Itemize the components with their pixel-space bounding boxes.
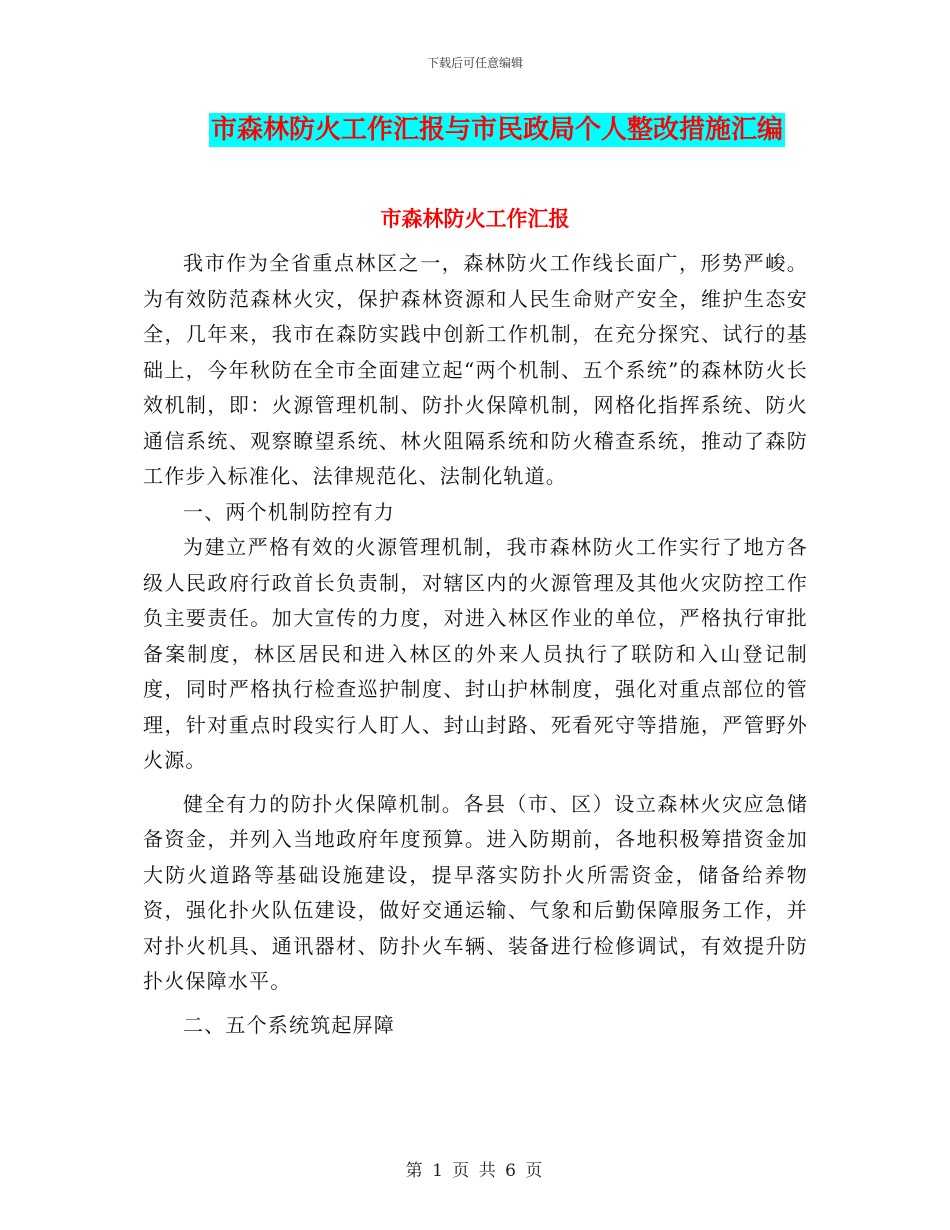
document-body — [143, 246, 808, 1043]
paragraph-firefighting-support: 健全有力的防扑火保障机制。各县（市、区）设立森林火灾应急储备资金，并列入当地政府年度预算。进入防期前，各地积极筹措资金加大防火道路等基础设施建设，提早落实防扑火所需资金，储备给养物资，强化扑火队伍建设，做好交通运输、气象和后勤保障服务工作，并对扑火机具、通讯器材、防扑火车辆、装备进行检修调试，有效提升防扑火保障水平。 — [143, 791, 808, 993]
heading-two-mechanisms: 一、两个机制防控有力 — [183, 499, 395, 524]
document-title: 市森林防火工作汇报与市民政局个人整改措施汇编 — [211, 115, 784, 145]
paragraph-fire-source-management: 为建立严格有效的火源管理机制，我市森林防火工作实行了地方各级人民政府行政首长负责制，对辖区内的火源管理及其他火灾防控工作负主要责任。加大宣传的力度，对进入林区作业的单位，严格执行审批备案制度，林区居民和进入林区的外来人员执行了联防和入山登记制度，同时严格执行检查巡护制度、封山护林制度，强化对重点部位的管理，针对重点时段实行人盯人、封山封路、死看死守等措施，严管野外火源。 — [143, 535, 808, 772]
page-footer: 第 1 页 共 6 页 — [405, 1161, 545, 1181]
page-header-note: 下载后可任意编辑 — [426, 56, 523, 70]
paragraph-intro: 我市作为全省重点林区之一，森林防火工作线长面广，形势严峻。为有效防范森林火灾，保护森林资源和人民生命财产安全，维护生态安全，几年来，我市在森防实践中创新工作机制，在充分探究、试行的基础上，今年秋防在全市全面建立起“两个机制、五个系统”的森林防火长效机制，即：火源管理机制、防扑火保障机制，网格化指挥系统、防火通信系统、观察瞭望系统、林火阻隔系统和防火稽查系统，推动了森防工作步入标准化、法律规范化、法制化轨道。 — [143, 251, 808, 488]
heading-five-systems: 二、五个系统筑起屏障 — [183, 1012, 395, 1037]
section-title: 市森林防火工作汇报 — [380, 206, 570, 231]
